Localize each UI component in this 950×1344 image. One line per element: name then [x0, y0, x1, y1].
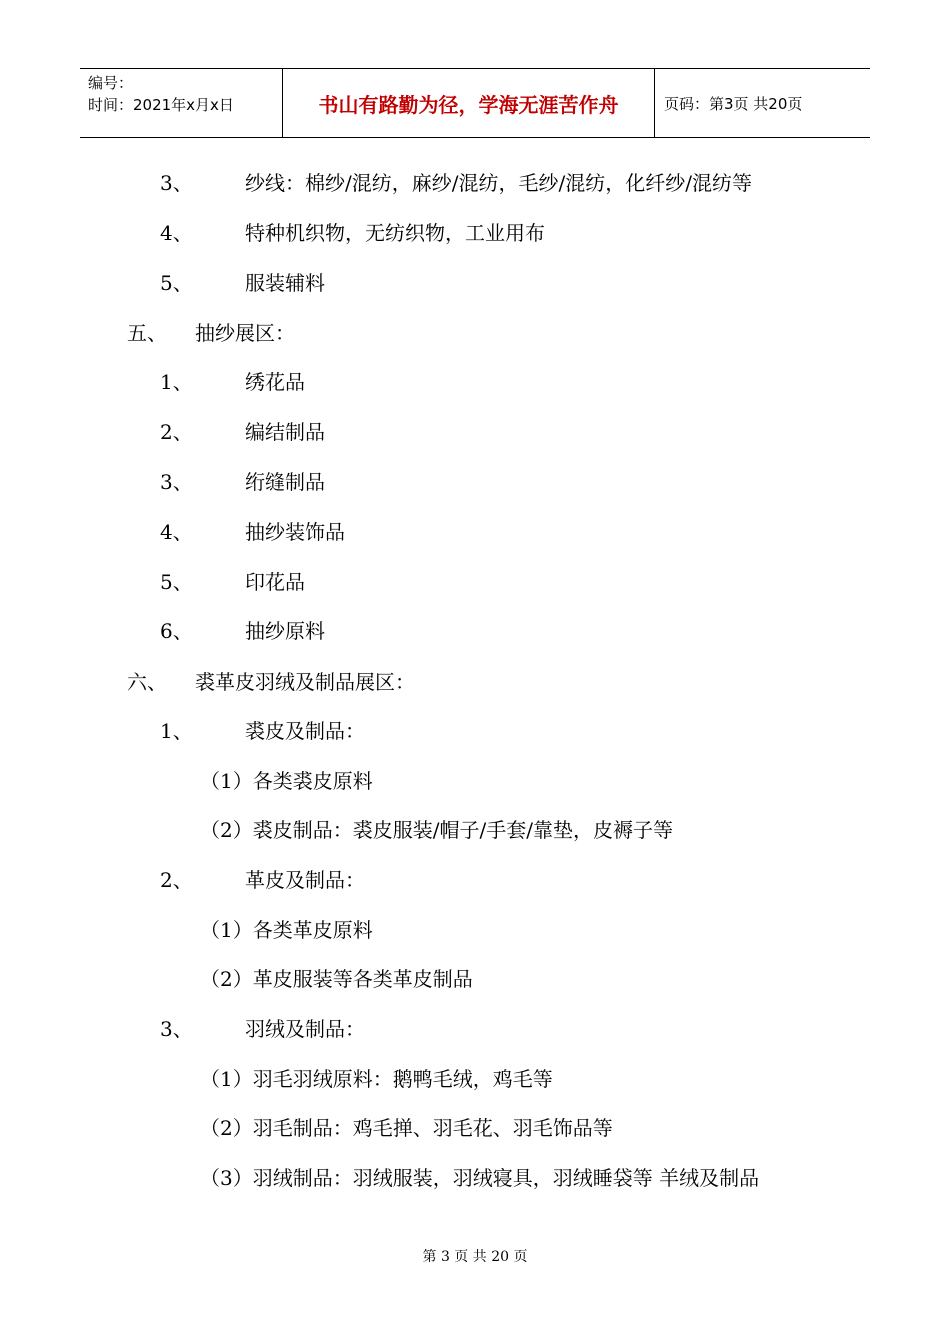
sub-item-text: （2）裘皮制品：裘皮服装/帽子/手套/靠垫，皮褥子等 [200, 818, 673, 842]
item-text: 抽纱装饰品 [245, 520, 345, 544]
sub-item-text: （1）羽毛羽绒原料：鹅鸭毛绒，鸡毛等 [200, 1067, 553, 1091]
item-text: 编结制品 [245, 420, 325, 444]
item-number: 3、 [160, 171, 193, 195]
sub-item-text: （3）羽绒制品：羽绒服装，羽绒寝具，羽绒睡袋等 羊绒及制品 [200, 1166, 760, 1190]
section-title: 抽纱展区： [195, 321, 295, 345]
item-text: 绗缝制品 [245, 470, 325, 494]
item-number: 2、 [160, 420, 193, 444]
item-text: 抽纱原料 [245, 619, 325, 643]
item-text: 羽绒及制品： [245, 1017, 365, 1041]
section-title: 裘革皮羽绒及制品展区： [195, 670, 415, 694]
item-number: 1、 [160, 719, 193, 743]
item-text: 裘皮及制品： [245, 719, 365, 743]
header-motto: 书山有路勤为径，学海无涯苦作舟 [282, 69, 655, 137]
item-number: 5、 [160, 271, 193, 295]
header-table [80, 68, 870, 138]
page-footer: 第 3 页 共 20 页 [422, 1249, 528, 1265]
sub-item-text: （1）各类革皮原料 [200, 918, 373, 942]
item-number: 1、 [160, 370, 193, 394]
sub-item-text: （1）各类裘皮原料 [200, 769, 373, 793]
time-label: 时间：2021年x月x日 [88, 96, 234, 114]
sub-item-text: （2）羽毛制品：鸡毛掸、羽毛花、羽毛饰品等 [200, 1116, 613, 1140]
header-meta [80, 69, 282, 137]
item-text: 革皮及制品： [245, 868, 365, 892]
item-number: 3、 [160, 1017, 193, 1041]
section-number: 五、 [127, 321, 167, 345]
item-text: 服装辅料 [245, 271, 325, 295]
item-number: 3、 [160, 470, 193, 494]
sub-item-text: （2）革皮服装等各类革皮制品 [200, 967, 473, 991]
header-page-info: 页码：第3页 共20页 [664, 94, 803, 113]
item-text: 绣花品 [245, 370, 305, 394]
item-number: 2、 [160, 868, 193, 892]
item-number: 4、 [160, 520, 193, 544]
item-number: 6、 [160, 619, 193, 643]
item-text: 特种机织物，无纺织物，工业用布 [245, 221, 545, 245]
item-text: 纱线：棉纱/混纺，麻纱/混纺，毛纱/混纺，化纤纱/混纺等 [245, 171, 752, 195]
section-number: 六、 [127, 670, 167, 694]
item-number: 4、 [160, 221, 193, 245]
item-text: 印花品 [245, 570, 305, 594]
serial-label: 编号： [88, 74, 134, 92]
item-number: 5、 [160, 570, 193, 594]
